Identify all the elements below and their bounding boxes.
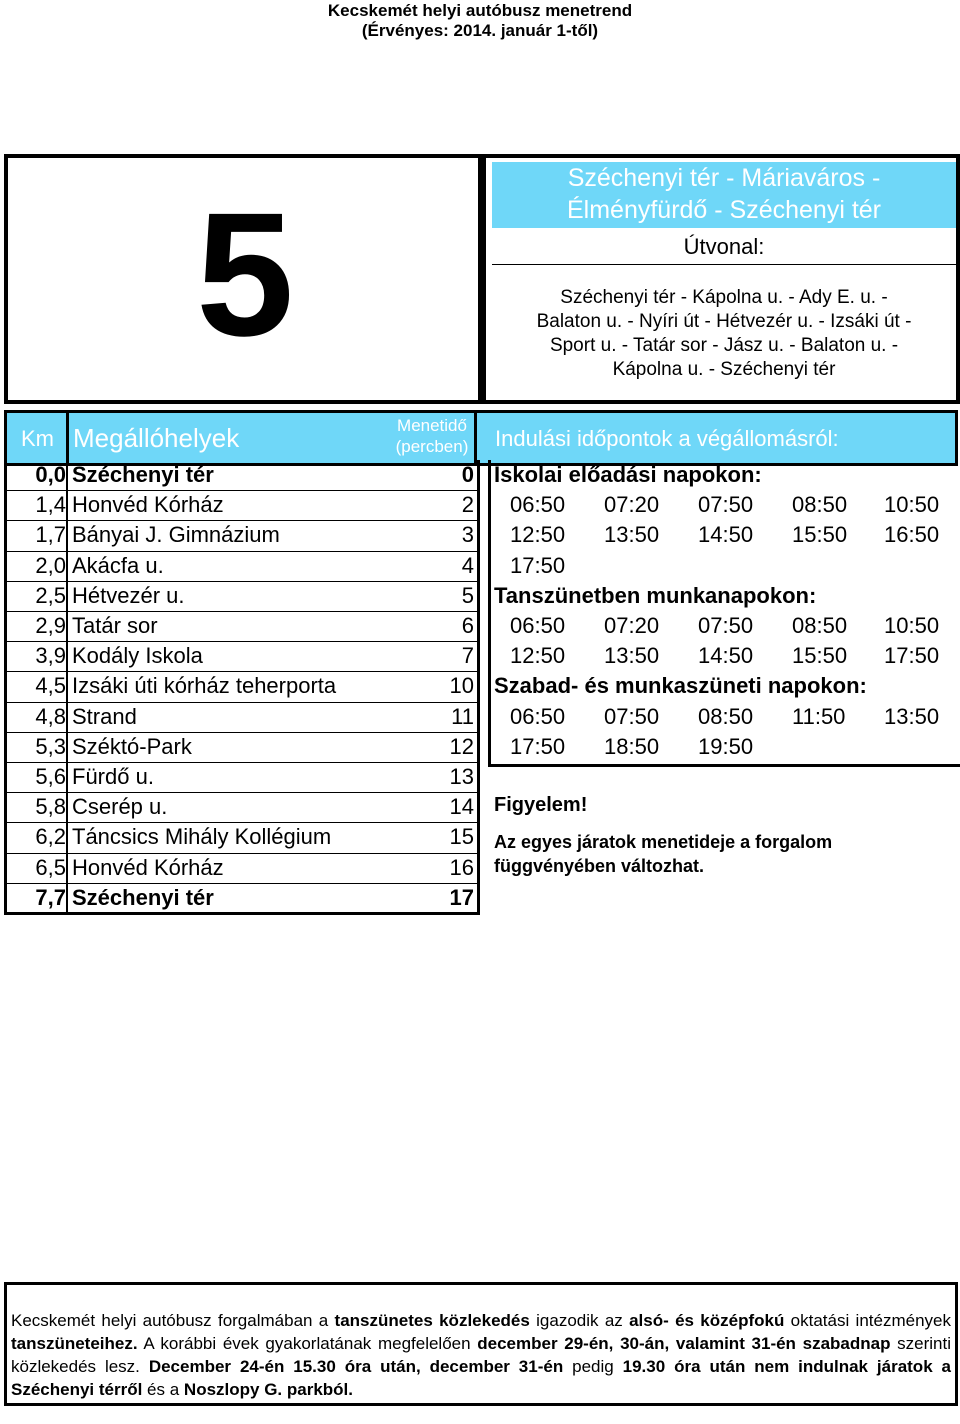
header-divider [474, 413, 477, 463]
departure-time: 19:50 [698, 733, 754, 759]
stop-name: Honvéd Kórház [72, 492, 224, 518]
stop-row [4, 581, 474, 611]
stop-travel-time: 11 [451, 703, 474, 729]
stop-travel-time: 7 [461, 643, 474, 669]
departure-time: 13:50 [604, 643, 660, 669]
stop-name: Táncsics Mihály Kollégium [72, 824, 332, 850]
validity-date: (Érvényes: 2014. január 1-től) [361, 21, 599, 40]
departure-time: 14:50 [698, 522, 754, 548]
notice-box [4, 1282, 958, 1406]
stop-name: Bányai J. Gimnázium [72, 522, 280, 548]
stop-travel-time: 16 [449, 854, 474, 880]
stop-km: 1,4 [35, 492, 66, 518]
departure-time: 13:50 [604, 522, 660, 548]
departure-time: 14:50 [698, 643, 754, 669]
stop-travel-time: 13 [449, 764, 474, 789]
header-travel-time [377, 415, 487, 457]
warning-title: Figyelem! [494, 794, 588, 816]
stop-row [4, 702, 474, 732]
route-title-line1: Széchenyi tér - Máriaváros - [567, 164, 881, 192]
stop-row [4, 611, 474, 641]
stop-row [4, 762, 474, 792]
stop-travel-time: 6 [461, 613, 474, 638]
departure-time: 17:50 [884, 643, 940, 669]
header-km: Km [21, 426, 54, 451]
departure-time: 15:50 [792, 643, 848, 669]
departure-time: 10:50 [884, 492, 940, 518]
stop-km: 0,0 [35, 462, 66, 487]
departure-time: 17:50 [510, 552, 566, 578]
notice-text: Kecskemét helyi autóbusz forgalmában a tanszünetes közlekedés igazodik az alsó- és középfokú oktatási intézmények tanszüneteihez. A korábbi évek gyakorlatának megfelelően december 29-én, 30-án, valamint 31-én szabadnap szerinti közlekedés lesz. December 24-én 15.30 óra után, december 31-én pedig 19.30 óra után nem indulnak járatok a Széchenyi térről és a Noszlopy G. parkból. [11, 1311, 952, 1399]
route-title [492, 162, 956, 228]
stop-name: Széchenyi tér [72, 884, 214, 910]
stop-name: Cserép u. [72, 794, 168, 820]
stop-name: Fürdő u. [72, 764, 154, 789]
stop-km: 1,7 [35, 522, 66, 548]
departure-time: 17:50 [510, 733, 566, 759]
warning-line1: Az egyes járatok menetideje a forgalom [494, 832, 833, 852]
stop-travel-time: 3 [461, 522, 474, 548]
departure-time: 15:50 [792, 522, 848, 548]
stop-km: 2,0 [35, 552, 66, 578]
departure-time: 16:50 [884, 522, 940, 548]
header-travel-time-line2: (percben) [395, 437, 469, 456]
stop-travel-time: 2 [461, 492, 474, 518]
stop-km: 2,9 [35, 613, 66, 638]
stop-km: 2,5 [35, 582, 66, 608]
stop-name: Széktó-Park [72, 733, 192, 759]
stop-row [4, 490, 474, 520]
stop-travel-time: 4 [461, 552, 474, 578]
header-departures: Indulási időpontok a végállomásról: [495, 426, 839, 451]
departure-time: 10:50 [884, 613, 940, 638]
stop-row [4, 641, 474, 671]
departure-time: 07:50 [698, 613, 754, 638]
header-stops: Megállóhelyek [73, 423, 240, 453]
stop-travel-time: 0 [461, 462, 474, 487]
route-path-line: Balaton u. - Nyíri út - Hétvezér u. - Izsáki út - [536, 311, 912, 332]
header-divider [66, 413, 69, 463]
departure-time: 08:50 [792, 613, 848, 638]
stop-row [4, 732, 474, 762]
warning-line2: függvényében változhat. [494, 856, 705, 876]
stop-km: 7,7 [35, 884, 66, 910]
departure-time: 12:50 [510, 643, 566, 669]
stop-name: Akácfa u. [72, 552, 164, 578]
route-number-box [4, 154, 482, 404]
stop-row [4, 671, 474, 701]
stop-km: 4,8 [35, 703, 66, 729]
route-path-text [496, 286, 952, 382]
route-title-line2: Élményfürdő - Széchenyi tér [566, 196, 882, 224]
stop-name: Izsáki úti kórház teherporta [72, 673, 337, 699]
warning-text [494, 830, 832, 878]
stop-km: 4,5 [35, 673, 66, 699]
departure-time: 06:50 [510, 492, 566, 518]
departure-time: 06:50 [510, 613, 566, 638]
departure-time: 13:50 [884, 703, 940, 729]
route-path-label: Útvonal: [492, 234, 956, 265]
stop-name: Honvéd Kórház [72, 854, 224, 880]
departure-time: 12:50 [510, 522, 566, 548]
departure-time: 07:20 [604, 613, 660, 638]
stop-km: 5,6 [35, 764, 66, 789]
header-travel-time-line1: Menetidő [397, 416, 467, 435]
route-path-line: Kápolna u. - Széchenyi tér [612, 359, 836, 380]
route-path-line: Széchenyi tér - Kápolna u. - Ady E. u. - [560, 287, 888, 308]
stop-km: 3,9 [35, 643, 66, 669]
stop-row [4, 520, 474, 550]
stop-row [4, 460, 474, 490]
route-number: 5 [196, 177, 290, 373]
departure-time: 07:20 [604, 492, 660, 518]
stop-name: Hétvezér u. [72, 582, 185, 608]
departure-time: 08:50 [792, 492, 848, 518]
table-header [4, 410, 958, 466]
stop-travel-time: 17 [449, 884, 474, 910]
route-path-line: Sport u. - Tatár sor - Jász u. - Balaton u. - [549, 335, 899, 356]
timetable-title: Kecskemét helyi autóbusz menetrend [327, 1, 633, 20]
departure-time: 11:50 [792, 703, 846, 729]
stop-name: Strand [72, 703, 137, 729]
stop-travel-time: 5 [461, 582, 474, 608]
stop-travel-time: 12 [449, 733, 474, 759]
departure-time: 18:50 [604, 733, 660, 759]
departure-time: 07:50 [604, 703, 660, 729]
departure-time: 06:50 [510, 703, 566, 729]
stop-name: Széchenyi tér [72, 462, 214, 487]
stop-km: 6,5 [35, 854, 66, 880]
departure-time: 08:50 [698, 703, 754, 729]
stop-travel-time: 15 [449, 824, 474, 850]
departure-time: 07:50 [698, 492, 754, 518]
stop-row [4, 883, 474, 913]
stop-name: Tatár sor [72, 613, 158, 638]
schedule-title: Iskolai előadási napokon: [494, 462, 762, 487]
stop-km: 6,2 [35, 824, 66, 850]
stop-row [4, 551, 474, 581]
route-info-box [482, 154, 960, 404]
stop-travel-time: 14 [449, 794, 474, 820]
stop-name: Kodály Iskola [72, 643, 203, 669]
stop-km: 5,8 [35, 794, 66, 820]
stop-row [4, 822, 474, 852]
schedule-title: Szabad- és munkaszüneti napokon: [494, 673, 867, 699]
row-divider [4, 913, 480, 914]
stop-km: 5,3 [35, 733, 66, 759]
stop-row [4, 792, 474, 822]
stop-row [4, 853, 474, 883]
schedule-title: Tanszünetben munkanapokon: [494, 582, 817, 608]
stop-travel-time: 10 [449, 673, 474, 699]
